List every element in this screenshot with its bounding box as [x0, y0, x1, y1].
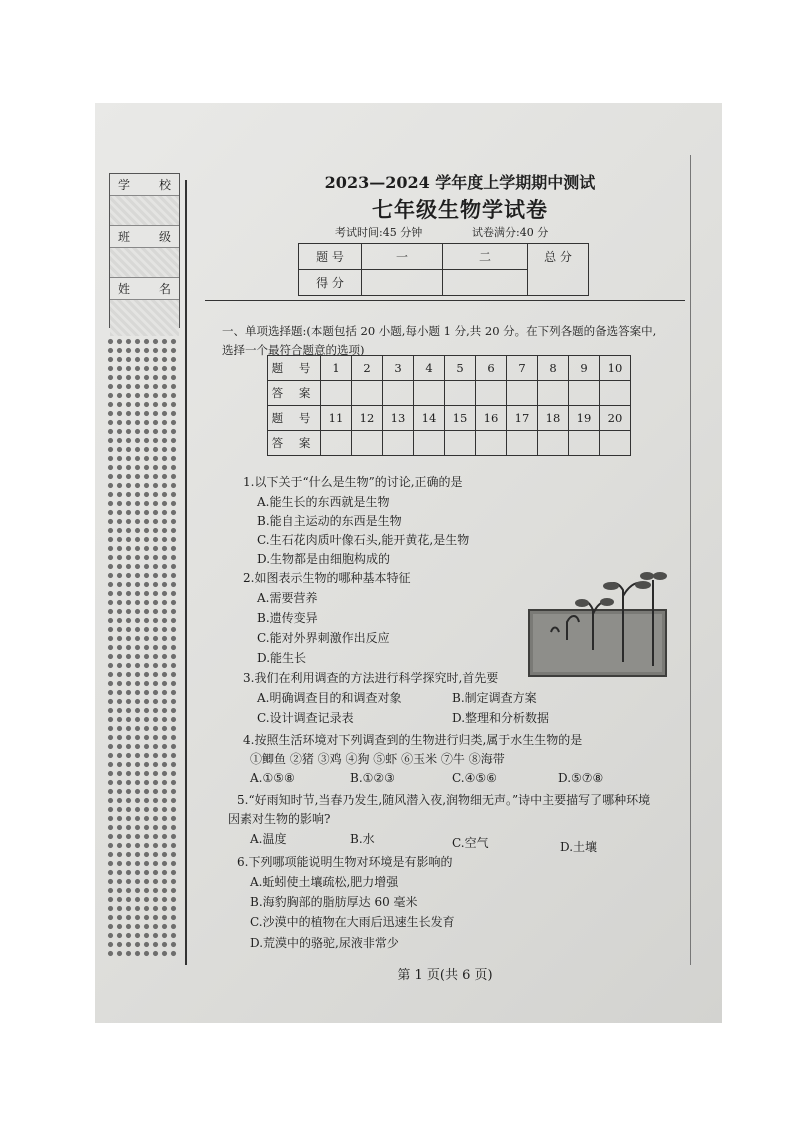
option: D.⑤⑦⑧: [558, 771, 604, 785]
question-5: 5.“好雨知时节,当春乃发生,随风潜入夜,润物细无声。”诗中主要描写了哪种环境: [237, 793, 651, 807]
option: D.土壤: [560, 840, 598, 854]
full-score: 试卷满分:40 分: [472, 226, 549, 239]
option: B.制定调查方案: [452, 691, 537, 705]
option: A.①⑤⑧: [250, 771, 295, 785]
option: B.能自主运动的东西是生物: [257, 514, 402, 528]
name-field: 姓 名: [110, 278, 179, 300]
option: D.荒漠中的骆驼,尿液非常少: [250, 936, 399, 950]
option: B.遗传变异: [257, 611, 318, 625]
student-info-box: [109, 173, 180, 328]
school-blank: [110, 196, 179, 226]
question-2: 2.如图表示生物的哪种基本特征: [243, 571, 411, 585]
question-number-row: 题 号 1 2 3 4 5 6 7 8 9 10: [268, 356, 631, 381]
page-number: 第 1 页(共 6 页): [397, 968, 493, 983]
question-4: 4.按照生活环境对下列调查到的生物进行归类,属于水生生物的是: [243, 733, 583, 747]
class-field: 班 级: [110, 226, 179, 248]
option: A.蚯蚓使土壤疏松,肥力增强: [250, 875, 399, 889]
option: A.能生长的东西就是生物: [257, 495, 390, 509]
section-instructions: 一、单项选择题:(本题包括 20 小题,每小题 1 分,共 20 分。在下列各题的备选答案中, 选择一个最符合题意的选项): [222, 324, 657, 357]
option: C.生石花肉质叶像石头,能开黄花,是生物: [257, 533, 470, 547]
option: C.④⑤⑥: [452, 771, 497, 785]
school-field: 学 校: [110, 174, 179, 196]
answer-grid: [267, 355, 631, 456]
exam-title: 七年级生物学试卷: [372, 197, 548, 222]
option: B.海豹胸部的脂肪厚达 60 毫米: [250, 895, 418, 909]
class-blank: [110, 248, 179, 278]
scanned-page: [95, 103, 722, 1023]
exam-time: 考试时间:45 分钟: [335, 226, 423, 239]
answer-row: 答 案: [268, 431, 631, 456]
option: D.能生长: [257, 651, 307, 665]
question-6: 6.下列哪项能说明生物对环境是有影响的: [237, 855, 453, 869]
seedling-figure: [527, 570, 670, 680]
option: D.生物都是由细胞构成的: [257, 552, 391, 566]
name-blank: [110, 300, 179, 336]
option: C.设计调查记录表: [257, 711, 354, 725]
option: C.能对外界刺激作出反应: [257, 631, 390, 645]
question-5-cont: 因素对生物的影响?: [228, 812, 331, 826]
binding-pattern: [106, 337, 177, 959]
option: D.整理和分析数据: [452, 711, 550, 725]
header-divider: [205, 300, 685, 301]
score-table: 题 号 一 二 总 分 得 分: [298, 243, 589, 296]
option: A.需要营养: [257, 591, 318, 605]
option: A.温度: [250, 832, 287, 846]
option: C.空气: [452, 836, 489, 850]
option: A.明确调查目的和调查对象: [257, 691, 402, 705]
answer-row: 答 案: [268, 381, 631, 406]
exam-year-title: 2023—2024 学年度上学期期中测试: [324, 173, 596, 192]
option: B.①②③: [350, 771, 395, 785]
option: B.水: [350, 832, 375, 846]
question-number-row: 题 号 11 12 13 14 15 16 17 18 19 20: [268, 406, 631, 431]
question-4-items: ①鲫鱼 ②猪 ③鸡 ④狗 ⑤虾 ⑥玉米 ⑦牛 ⑧海带: [250, 752, 505, 766]
question-3: 3.我们在利用调查的方法进行科学探究时,首先要: [243, 671, 499, 685]
binding-line: [185, 180, 187, 965]
option: C.沙漠中的植物在大雨后迅速生长发育: [250, 915, 455, 929]
question-1: 1.以下关于“什么是生物”的讨论,正确的是: [243, 475, 463, 489]
page-edge-line: [690, 155, 691, 965]
